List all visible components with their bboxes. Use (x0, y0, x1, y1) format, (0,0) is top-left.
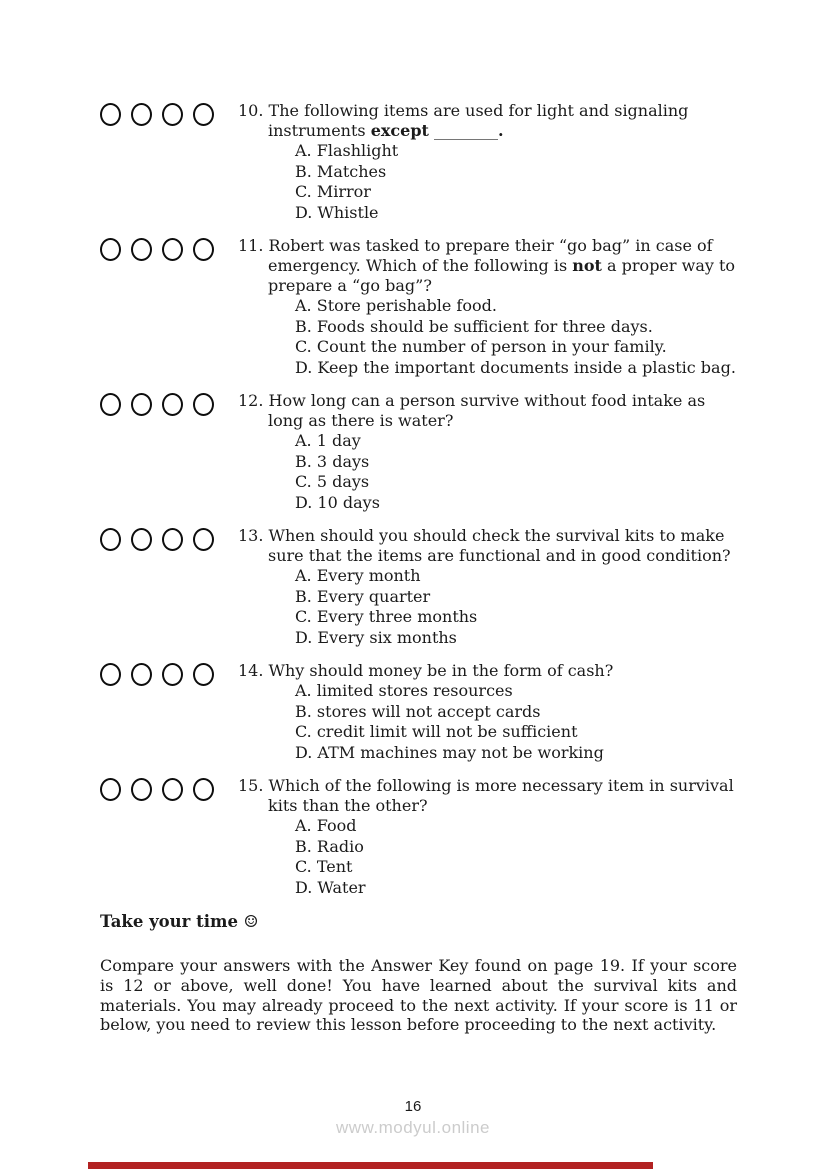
question-text (238, 526, 740, 566)
question-text (238, 661, 740, 681)
options-list (295, 816, 740, 898)
option-item: A. Every month (295, 566, 421, 585)
question-body (238, 101, 740, 223)
option-item: C. 5 days (295, 472, 370, 491)
option-item: C. Mirror (295, 182, 371, 201)
answer-bubble[interactable] (162, 103, 183, 126)
question-text (238, 236, 740, 296)
answer-bubble[interactable] (131, 238, 152, 261)
options-list (295, 141, 740, 223)
option-item: D. Whistle (295, 202, 379, 222)
question-row (100, 391, 740, 513)
option-item: A. Store perishable food. (295, 296, 497, 315)
option-item: B. 3 days (295, 451, 370, 471)
answer-bubble[interactable] (193, 663, 214, 686)
question-row (100, 101, 740, 223)
answer-bubble[interactable] (131, 663, 152, 686)
option-item: B. Every quarter (295, 586, 431, 606)
page-number: 16 (404, 1098, 422, 1115)
watermark: www.modyul.online (335, 1118, 490, 1137)
answer-bubble-group (100, 661, 238, 686)
answer-bubble[interactable] (193, 103, 214, 126)
answer-bubble-group (100, 391, 238, 416)
option-item: C. Every three months (295, 607, 478, 626)
footer-accent-bar (88, 1162, 653, 1169)
question-text-segments: Robert was tasked to prepare their “go bag” in case of emergency. Which of the following is not a proper way to prepare a “go bag”? (268, 236, 736, 295)
question-row (100, 661, 740, 763)
option-item: A. Flashlight (295, 141, 399, 160)
question-text-segments: When should you should check the survival kits to make sure that the items are functional and in good condition? (268, 526, 731, 565)
question-text (238, 101, 740, 141)
question-number: 13. (238, 526, 269, 545)
answer-bubble[interactable] (131, 103, 152, 126)
answer-bubble[interactable] (100, 393, 121, 416)
question-number: 10. (238, 101, 269, 120)
answer-bubble[interactable] (100, 663, 121, 686)
question-row (100, 776, 740, 898)
question-row (100, 526, 740, 648)
option-item: B. stores will not accept cards (295, 701, 541, 721)
option-item: B. Radio (295, 836, 364, 856)
option-item: A. 1 day (295, 431, 361, 450)
questions (100, 101, 740, 898)
answer-bubble-group (100, 236, 238, 261)
answer-bubble[interactable] (100, 528, 121, 551)
answer-bubble[interactable] (100, 103, 121, 126)
options-list (295, 296, 740, 378)
page-content (100, 101, 740, 1035)
option-item: D. Every six months (295, 627, 457, 647)
option-item: D. Keep the important documents inside a plastic bag. (295, 357, 736, 377)
option-item: B. Foods should be sufficient for three days. (295, 316, 653, 336)
option-item: D. Water (295, 877, 366, 897)
option-item: D. ATM machines may not be working (295, 742, 604, 762)
option-item: A. Food (295, 816, 357, 835)
answer-bubble[interactable] (162, 393, 183, 416)
answer-bubble-group (100, 526, 238, 551)
answer-bubble[interactable] (193, 393, 214, 416)
question-body (238, 391, 740, 513)
question-body (238, 236, 740, 378)
question-text (238, 776, 740, 816)
option-item: C. credit limit will not be sufficient (295, 722, 578, 741)
closing-paragraph: Compare your answers with the Answer Key found on page 19. If your score is 12 or above, well done! You have learned about the survival kits and materials. You may already proceed to the next activity. If your score is 11 or below, you need to review this lesson before proceeding to the next activity. (100, 956, 737, 1035)
options-list (295, 431, 740, 513)
answer-bubble[interactable] (100, 238, 121, 261)
answer-bubble[interactable] (131, 393, 152, 416)
question-row (100, 236, 740, 378)
answer-bubble[interactable] (131, 778, 152, 801)
question-number: 11. (238, 236, 269, 255)
answer-bubble[interactable] (193, 778, 214, 801)
question-text-segments: How long can a person survive without food intake as long as there is water? (268, 391, 706, 430)
question-number: 14. (238, 661, 269, 680)
answer-bubble[interactable] (193, 528, 214, 551)
question-number: 12. (238, 391, 269, 410)
question-number: 15. (238, 776, 269, 795)
option-item: D. 10 days (295, 492, 380, 512)
answer-bubble[interactable] (131, 528, 152, 551)
answer-bubble-group (100, 101, 238, 126)
answer-bubble[interactable] (162, 663, 183, 686)
answer-bubble[interactable] (162, 238, 183, 261)
options-list (295, 681, 740, 763)
question-body (238, 526, 740, 648)
answer-bubble[interactable] (162, 528, 183, 551)
question-body (238, 776, 740, 898)
answer-bubble-group (100, 776, 238, 801)
answer-bubble[interactable] (162, 778, 183, 801)
option-item: C. Tent (295, 857, 353, 876)
answer-bubble[interactable] (193, 238, 214, 261)
option-item: A. limited stores resources (295, 681, 513, 700)
question-text (238, 391, 740, 431)
options-list (295, 566, 740, 648)
closing-title: Take your time ☺ (100, 912, 259, 931)
option-item: C. Count the number of person in your family. (295, 337, 667, 356)
question-body (238, 661, 740, 763)
question-text-segments: Which of the following is more necessary item in survival kits than the other? (268, 776, 734, 815)
question-text-segments: Why should money be in the form of cash? (268, 661, 614, 680)
answer-bubble[interactable] (100, 778, 121, 801)
question-text-segments: The following items are used for light and signaling instruments except ________. (268, 101, 689, 140)
option-item: B. Matches (295, 161, 387, 181)
